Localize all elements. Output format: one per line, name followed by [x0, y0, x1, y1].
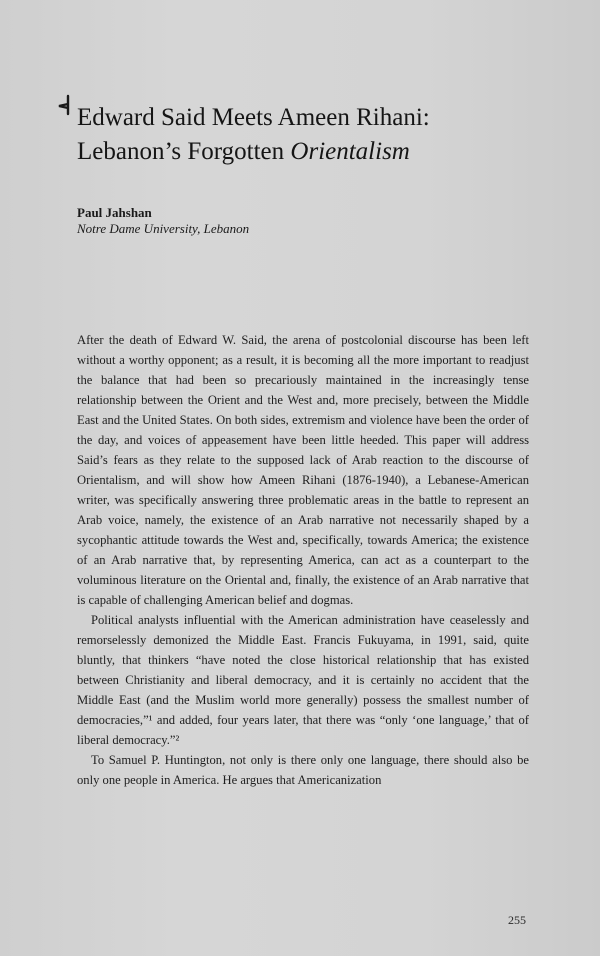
title-line-2-italic: Orientalism [290, 137, 410, 165]
paragraph-3: To Samuel P. Huntington, not only is there only one language, there should also be only one people in America. He argues that Americanization [77, 753, 529, 787]
title-line-1: Edward Said Meets Ameen Rihani: [77, 103, 430, 131]
title-line-2-prefix: Lebanon’s Forgotten [77, 137, 291, 165]
page-number: 255 [508, 913, 526, 927]
paragraph-1: After the death of Edward W. Said, the arena of postcolonial discourse has been left without a worthy opponent; as a result, it is becoming all the more important to readjust the balance that had been so precariously maintained in the increasingly tense relationship between the Orient and the West and, more precisely, between the Middle East and the United States. On both sides, extremism and violence have been the order of the day, and voices of appeasement have been little heeded. This paper will address Said’s fears as they relate to the supposed lack of Arab reaction to the discourse of Orientalism, and will show how Ameen Rihani (1876-1940), a Lebanese-American writer, was specifically answering three problematic areas in the battle to represent an Arab voice, namely, the existence of an Arab narrative not necessarily shaped by a sycophantic attitude towards the West and, specifically, towards America; the existence of an Arab narrative that, by representing America, can act as a counterpart to the voluminous literature on the Oriental and, finally, the existence of an Arab narrative that is capable of challenging American belief and dogmas. [77, 333, 529, 607]
author-affiliation: Notre Dame University, Lebanon [77, 221, 250, 236]
title-line-2 [77, 135, 557, 169]
article-title [77, 101, 557, 169]
article-body [77, 330, 529, 790]
author-name: Paul Jahshan [77, 205, 152, 220]
paragraph-2: Political analysts influential with the American administration have ceaselessly and remorselessly demonized the Middle East. Francis Fukuyama, in 1991, said, quite bluntly, that thinkers “have noted the close historical relationship that has existed between Christianity and liberal democracy, and it is certainly no accident that the Middle East (and the Muslim world more generally) possess the smallest number of democracies,”¹ and added, four years later, that there was “only ‘one language,’ that of liberal democracy.”² [77, 613, 529, 747]
margin-mark-icon [57, 94, 71, 116]
